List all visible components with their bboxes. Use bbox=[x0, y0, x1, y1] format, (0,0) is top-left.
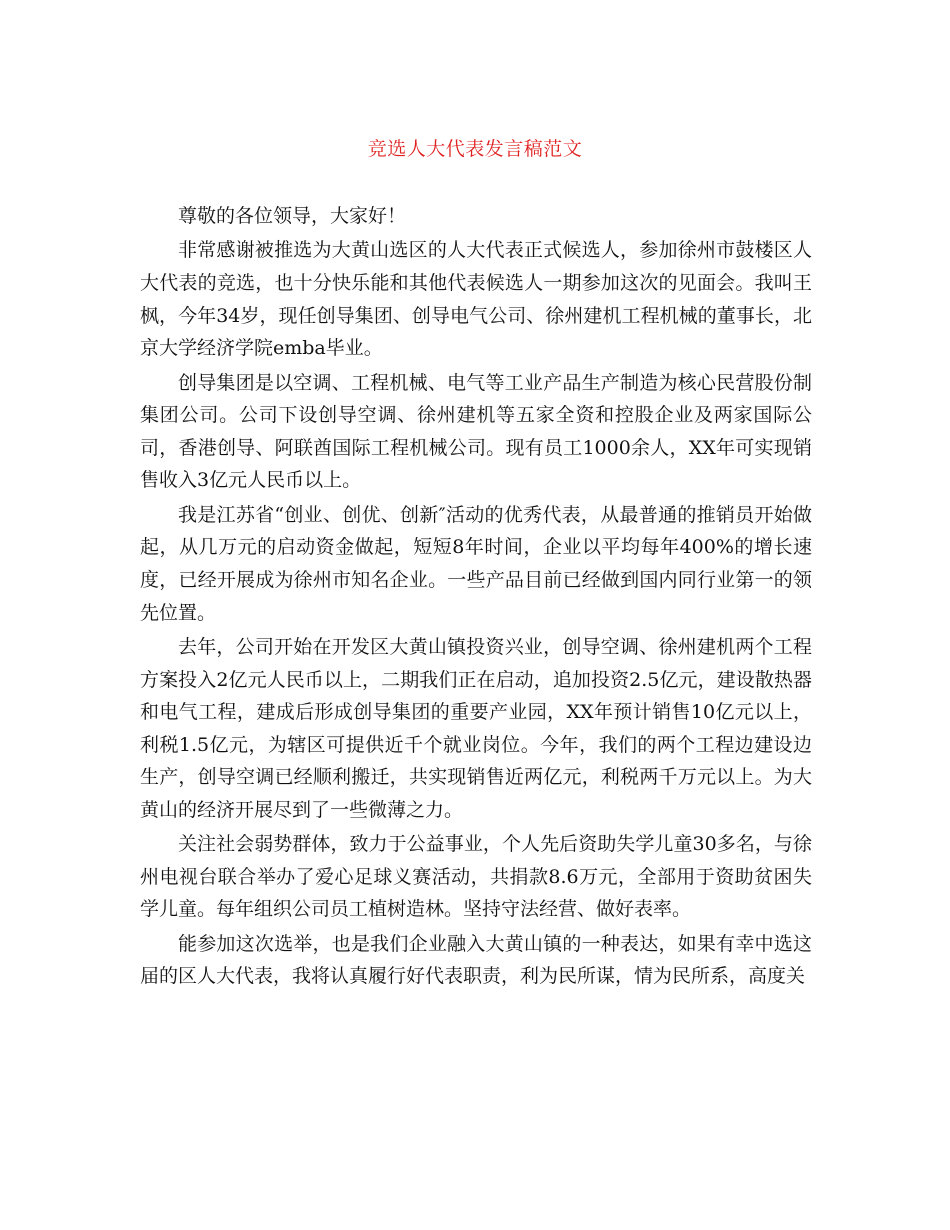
paragraph-commitment: 能参加这次选举，也是我们企业融入大黄山镇的一种表达，如果有幸中选这届的区人大代表，我将认真履行好代表职责，利为民所谋，情为民所系，高度关 bbox=[140, 932, 812, 988]
paragraph-investment: 去年，公司开始在开发区大黄山镇投资兴业，创导空调、徐州建机两个工程方案投入2亿元人民币以上，二期我们正在启动，追加投资2.5亿元，建设散热器和电气工程，建成后形成创导集团的重要产业园，XX年预计销售10亿元以上，利税1.5亿元，为辖区可提供近千个就业岗位。今年，我们的两个工程边建设边生产，创导空调已经顺利搬迁，共实现销售近两亿元，利税两千万元以上。为大黄山的经济开展尽到了一些微薄之力。 bbox=[140, 635, 812, 821]
paragraph-charity: 关注社会弱势群体，致力于公益事业，个人先后资助失学儿童30多名，与徐州电视台联合举办了爱心足球义赛活动，共捐款8.6万元，全部用于资助贫困失学儿童。每年组织公司员工植树造林。坚持守法经营、做好表率。 bbox=[140, 833, 812, 921]
document-body bbox=[140, 200, 812, 995]
paragraph-achievements: 我是江苏省“创业、创优、创新″活动的优秀代表，从最普通的推销员开始做起，从几万元的启动资金做起，短短8年时间，企业以平均每年400%的增长速度，已经开展成为徐州市知名企业。一些产品目前已经做到国内同行业第一的领先位置。 bbox=[140, 503, 812, 624]
paragraph-greeting: 尊敬的各位领导，大家好！ bbox=[178, 205, 407, 227]
document-title: 竞选人大代表发言稿范文 bbox=[367, 138, 583, 160]
paragraph-company-profile: 创导集团是以空调、工程机械、电气等工业产品生产制造为核心民营股份制集团公司。公司下设创导空调、徐州建机等五家全资和控股企业及两家国际公司，香港创导、阿联酋国际工程机械公司。现有员工1000余人，XX年可实现销售收入3亿元人民币以上。 bbox=[140, 371, 812, 492]
paragraph-introduction: 非常感谢被推选为大黄山选区的人大代表正式候选人，参加徐州市鼓楼区人大代表的竞选，也十分快乐能和其他代表候选人一期参加这次的见面会。我叫王枫，今年34岁，现任创导集团、创导电气公司、徐州建机工程机械的董事长，北京大学经济学院emba毕业。 bbox=[140, 239, 812, 360]
